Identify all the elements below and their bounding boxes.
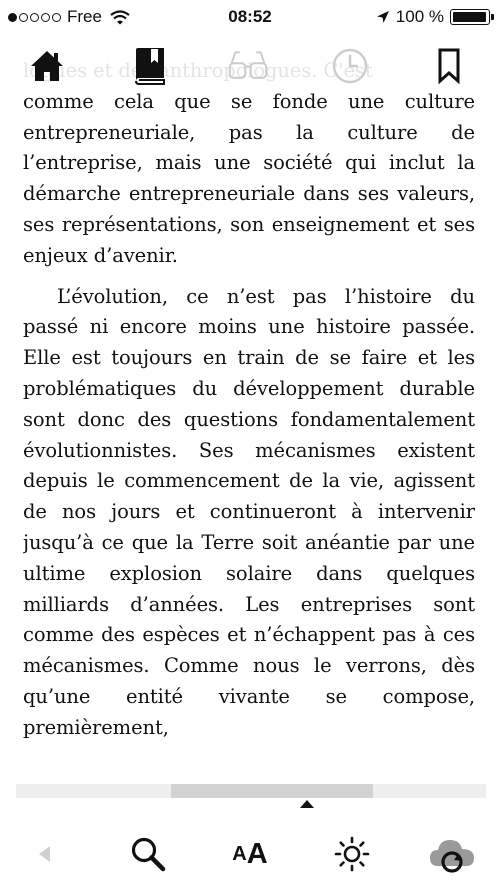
- cloud-sync-icon: [428, 834, 476, 874]
- search-icon: [130, 836, 166, 872]
- reading-glasses-icon: [228, 49, 268, 83]
- cloud-sync-button[interactable]: [428, 830, 476, 878]
- reading-mode-button[interactable]: [228, 46, 268, 86]
- paragraph: L’évolution, ce n’est pas l’histoire du passé ni encore moins une histoire passée. Elle est toujours en train de se faire et les problématiques du développement durable sont donc des questions fondamentalement évolutionnistes. Ses mécanismes existent depuis le commencement de la vie, agissent de nos jours et continueront à intervenir jusqu’à ce que la Terre soit anéantie par une ultime explosion solaire dans quelques milliards d’années. Les entreprises sont comme des espèces et n’échappent pas à ces mécanismes. Comme nous le verrons, dès qu’une entité vivante se compose, premièrement,: [23, 284, 475, 739]
- status-time: 08:52: [228, 7, 272, 26]
- reading-pane[interactable]: [23, 56, 475, 796]
- location-arrow-icon: [376, 10, 390, 24]
- bookmark-button[interactable]: [429, 46, 469, 86]
- home-icon: [29, 48, 65, 84]
- brightness-button[interactable]: [328, 830, 376, 878]
- clock-icon: [331, 47, 369, 85]
- status-bar: [0, 0, 500, 34]
- brightness-icon: [334, 836, 370, 872]
- library-book-icon: [133, 47, 167, 85]
- bookmark-icon: [438, 48, 460, 84]
- home-button[interactable]: [27, 46, 67, 86]
- search-button[interactable]: [124, 830, 172, 878]
- bottom-toolbar: [0, 820, 500, 888]
- history-button[interactable]: [330, 46, 370, 86]
- paragraph: comme cela que se fonde une culture entrepreneuriale, pas la culture de l’entreprise, mais une société qui inclut la démarche entrepreneuriale dans ses valeurs, ses représentations, son enseignement et ses enjeux d’avenir.: [23, 89, 475, 267]
- back-button[interactable]: [20, 830, 68, 878]
- font-size-large-label: A: [246, 837, 268, 870]
- top-toolbar: [0, 38, 500, 94]
- back-arrow-icon: [36, 844, 52, 864]
- battery-icon: [450, 9, 490, 25]
- battery-percentage: 100 %: [395, 7, 444, 26]
- carrier-name: Free: [67, 7, 102, 26]
- library-button[interactable]: [130, 46, 170, 86]
- font-size-small-label: A: [232, 842, 247, 865]
- font-size-button[interactable]: [226, 830, 274, 878]
- progress-slider[interactable]: [16, 784, 486, 798]
- position-marker-icon: [300, 800, 314, 808]
- progress-thumb[interactable]: [171, 784, 373, 798]
